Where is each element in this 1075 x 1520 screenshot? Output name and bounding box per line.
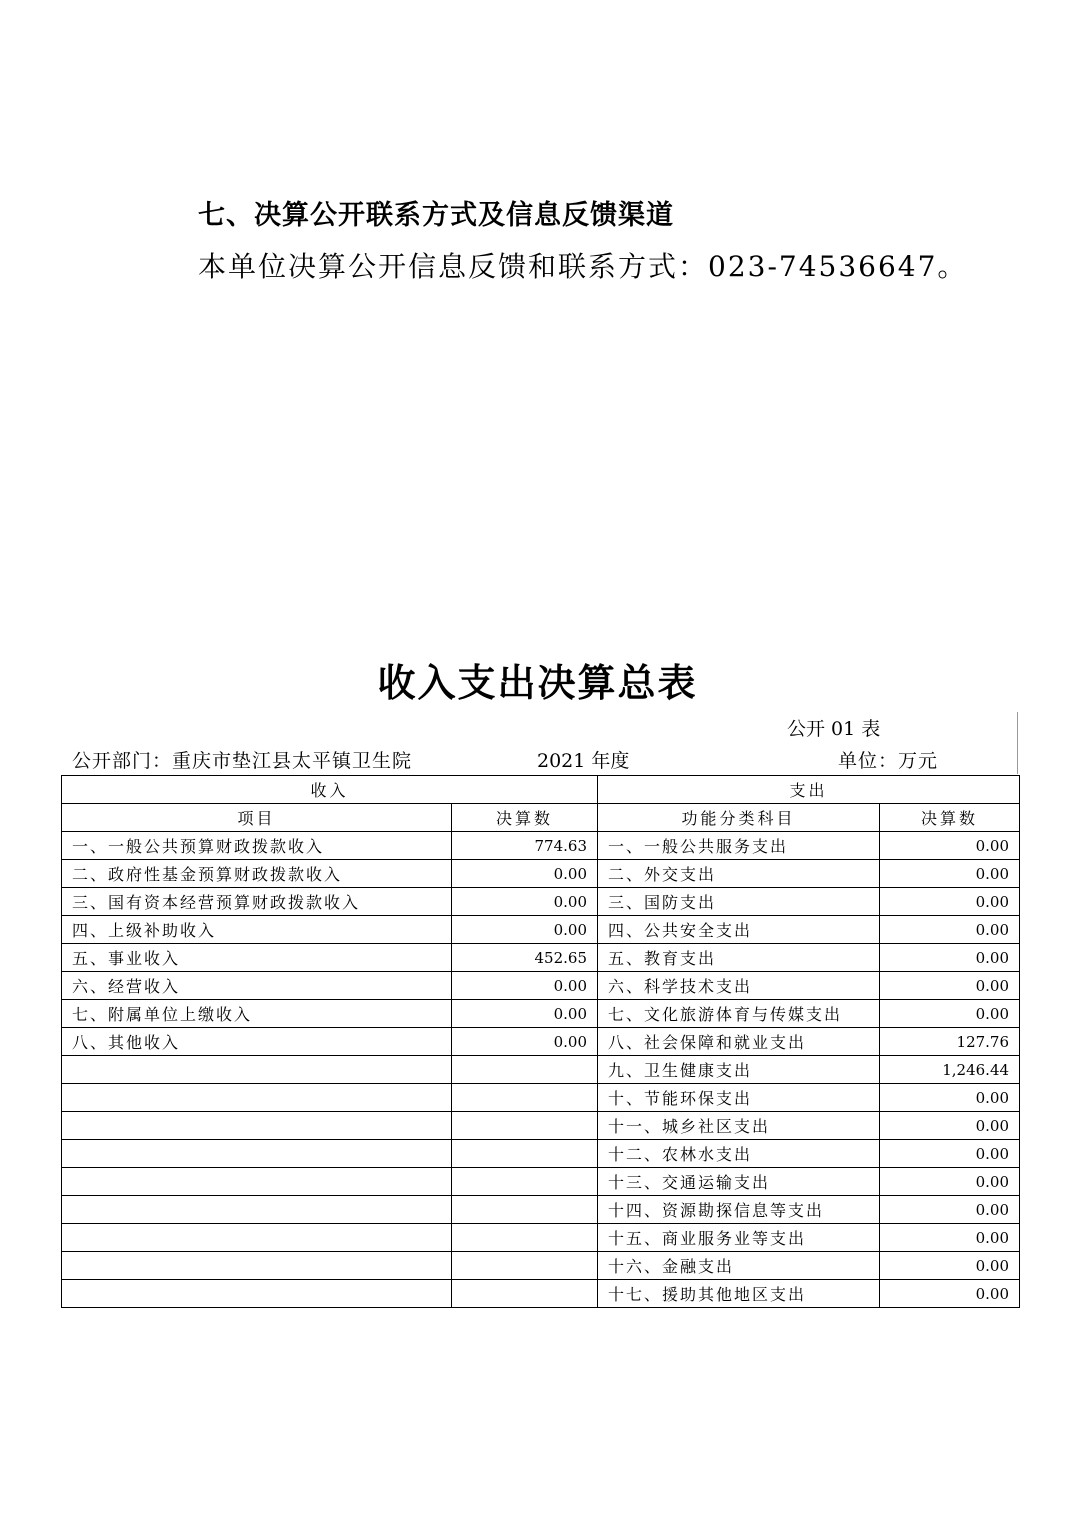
expense-item-cell: 六、科学技术支出 xyxy=(598,972,880,1000)
contact-info: 本单位决算公开信息反馈和联系方式：023-74536647。 xyxy=(198,250,968,283)
income-amount-cell xyxy=(452,1084,598,1112)
income-item-cell xyxy=(62,1084,452,1112)
table-row xyxy=(62,1280,1020,1308)
expense-item-cell: 五、教育支出 xyxy=(598,944,880,972)
income-amount-cell: 452.65 xyxy=(452,944,598,972)
income-item-cell xyxy=(62,1168,452,1196)
currency-unit: 单位：万元 xyxy=(838,750,939,772)
income-amount-cell xyxy=(452,1196,598,1224)
income-amount-cell xyxy=(452,1112,598,1140)
table-body xyxy=(62,832,1020,1308)
income-item-cell: 二、政府性基金预算财政拨款收入 xyxy=(62,860,452,888)
expense-item-header: 功能分类科目 xyxy=(598,804,880,832)
expense-amount-cell: 127.76 xyxy=(880,1028,1020,1056)
income-amount-cell xyxy=(452,1056,598,1084)
expense-amount-cell: 0.00 xyxy=(880,916,1020,944)
column-header-row xyxy=(62,804,1020,832)
expense-item-cell: 十、节能环保支出 xyxy=(598,1084,880,1112)
income-expense-summary-table xyxy=(61,775,1020,1308)
income-item-cell: 七、附属单位上缴收入 xyxy=(62,1000,452,1028)
table-row xyxy=(62,1252,1020,1280)
income-item-cell: 四、上级补助收入 xyxy=(62,916,452,944)
department-label: 公开部门：重庆市垫江县太平镇卫生院 xyxy=(72,750,413,772)
expense-amount-cell: 0.00 xyxy=(880,1252,1020,1280)
expense-item-cell: 十二、农林水支出 xyxy=(598,1140,880,1168)
table-row xyxy=(62,1168,1020,1196)
income-item-cell: 一、一般公共预算财政拨款收入 xyxy=(62,832,452,860)
fiscal-year: 2021 年度 xyxy=(537,750,630,772)
income-amount-cell xyxy=(452,1280,598,1308)
income-amount-cell xyxy=(452,1224,598,1252)
income-item-header: 项目 xyxy=(62,804,452,832)
table-code: 公开 01 表 xyxy=(787,718,881,740)
income-item-cell xyxy=(62,1056,452,1084)
table-row xyxy=(62,916,1020,944)
expense-amount-header: 决算数 xyxy=(880,804,1020,832)
income-item-cell xyxy=(62,1252,452,1280)
expense-item-cell: 十四、资源勘探信息等支出 xyxy=(598,1196,880,1224)
income-item-cell xyxy=(62,1112,452,1140)
table-row xyxy=(62,1028,1020,1056)
income-item-cell xyxy=(62,1196,452,1224)
table-row xyxy=(62,1112,1020,1140)
table-row xyxy=(62,944,1020,972)
expense-amount-cell: 0.00 xyxy=(880,972,1020,1000)
income-amount-cell xyxy=(452,1168,598,1196)
income-amount-cell: 0.00 xyxy=(452,1000,598,1028)
expense-item-cell: 八、社会保障和就业支出 xyxy=(598,1028,880,1056)
income-amount-cell xyxy=(452,1140,598,1168)
income-amount-cell: 0.00 xyxy=(452,1028,598,1056)
table-row xyxy=(62,1000,1020,1028)
expense-amount-cell: 0.00 xyxy=(880,1140,1020,1168)
table-row xyxy=(62,888,1020,916)
expense-amount-cell: 1,246.44 xyxy=(880,1056,1020,1084)
income-item-cell: 六、经营收入 xyxy=(62,972,452,1000)
expense-item-cell: 十七、援助其他地区支出 xyxy=(598,1280,880,1308)
expense-amount-cell: 0.00 xyxy=(880,1280,1020,1308)
expense-item-cell: 四、公共安全支出 xyxy=(598,916,880,944)
expense-amount-cell: 0.00 xyxy=(880,1224,1020,1252)
expense-amount-cell: 0.00 xyxy=(880,888,1020,916)
income-amount-cell: 0.00 xyxy=(452,916,598,944)
income-amount-cell: 0.00 xyxy=(452,972,598,1000)
expense-amount-cell: 0.00 xyxy=(880,1084,1020,1112)
expense-item-cell: 十一、城乡社区支出 xyxy=(598,1112,880,1140)
header-divider xyxy=(1017,712,1018,774)
expense-group-header: 支出 xyxy=(598,776,1020,804)
expense-item-cell: 七、文化旅游体育与传媒支出 xyxy=(598,1000,880,1028)
table-row xyxy=(62,860,1020,888)
table-row xyxy=(62,972,1020,1000)
income-item-cell: 八、其他收入 xyxy=(62,1028,452,1056)
income-item-cell: 五、事业收入 xyxy=(62,944,452,972)
expense-item-cell: 九、卫生健康支出 xyxy=(598,1056,880,1084)
income-item-cell xyxy=(62,1280,452,1308)
table-row xyxy=(62,1196,1020,1224)
income-item-cell: 三、国有资本经营预算财政拨款收入 xyxy=(62,888,452,916)
table-row xyxy=(62,1140,1020,1168)
income-amount-cell: 774.63 xyxy=(452,832,598,860)
income-item-cell xyxy=(62,1140,452,1168)
group-header-row xyxy=(62,776,1020,804)
income-amount-header: 决算数 xyxy=(452,804,598,832)
section-heading: 七、决算公开联系方式及信息反馈渠道 xyxy=(198,200,674,231)
table-row xyxy=(62,832,1020,860)
income-group-header: 收入 xyxy=(62,776,598,804)
table-row xyxy=(62,1056,1020,1084)
expense-amount-cell: 0.00 xyxy=(880,1112,1020,1140)
income-amount-cell xyxy=(452,1252,598,1280)
expense-item-cell: 十五、商业服务业等支出 xyxy=(598,1224,880,1252)
expense-item-cell: 一、一般公共服务支出 xyxy=(598,832,880,860)
expense-amount-cell: 0.00 xyxy=(880,832,1020,860)
expense-amount-cell: 0.00 xyxy=(880,860,1020,888)
expense-item-cell: 十六、金融支出 xyxy=(598,1252,880,1280)
expense-amount-cell: 0.00 xyxy=(880,944,1020,972)
expense-item-cell: 二、外交支出 xyxy=(598,860,880,888)
income-item-cell xyxy=(62,1224,452,1252)
table-row xyxy=(62,1084,1020,1112)
income-amount-cell: 0.00 xyxy=(452,860,598,888)
expense-amount-cell: 0.00 xyxy=(880,1168,1020,1196)
expense-item-cell: 三、国防支出 xyxy=(598,888,880,916)
expense-amount-cell: 0.00 xyxy=(880,1000,1020,1028)
expense-item-cell: 十三、交通运输支出 xyxy=(598,1168,880,1196)
table-title: 收入支出决算总表 xyxy=(377,661,698,705)
table-row xyxy=(62,1224,1020,1252)
expense-amount-cell: 0.00 xyxy=(880,1196,1020,1224)
income-amount-cell: 0.00 xyxy=(452,888,598,916)
